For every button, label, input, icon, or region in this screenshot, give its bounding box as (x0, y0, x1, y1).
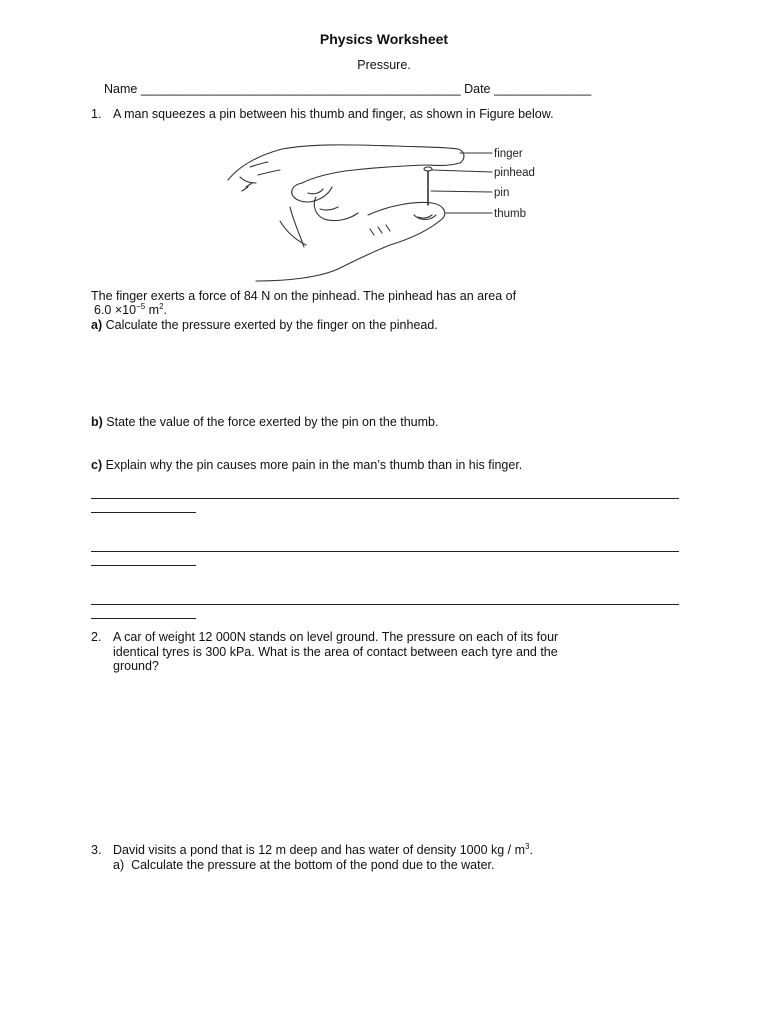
question-1b-label: b) (91, 415, 103, 429)
figure-label-pin: pin (494, 187, 510, 199)
answer-line[interactable] (91, 551, 679, 552)
answer-line[interactable] (91, 604, 679, 605)
answer-line[interactable] (91, 512, 196, 513)
question-2-line3: ground? (113, 659, 159, 673)
question-2-number: 2. (91, 630, 102, 644)
name-field[interactable]: ______________________________________________ (140, 82, 461, 96)
name-date-row (104, 82, 591, 96)
question-1b (91, 415, 438, 429)
question-1b-text: State the value of the force exerted by the pin on the thumb. (106, 415, 439, 429)
answer-line[interactable] (91, 498, 679, 499)
question-2-line1: A car of weight 12 000N stands on level ground. The pressure on each of its four (113, 630, 559, 644)
question-3-number: 3. (91, 843, 102, 857)
question-1-text: A man squeezes a pin between his thumb and finger, as shown in Figure below. (113, 107, 554, 121)
question-1c (91, 458, 522, 472)
thumb-outline (338, 203, 445, 270)
answer-line[interactable] (91, 618, 196, 619)
question-3a (113, 858, 495, 872)
page-title: Physics Worksheet (319, 31, 449, 47)
question-1c-text: Explain why the pin causes more pain in the man’s thumb than in his finger. (105, 458, 523, 472)
figure-label-thumb: thumb (494, 208, 526, 220)
question-3a-text: Calculate the pressure at the bottom of the pond due to the water. (131, 858, 495, 872)
question-1a (91, 318, 438, 332)
figure-label-pinhead: pinhead (494, 167, 535, 179)
date-field[interactable]: ______________ (494, 82, 592, 96)
question-1-number: 1. (91, 107, 102, 121)
question-1-info-area: $6.0 \times 10^{-5}$ $m^2$. (94, 301, 168, 317)
question-1-info-line1: The finger exerts a force of 84 N on the pinhead. The pinhead has an area of (91, 289, 517, 303)
question-2-line2: identical tyres is 300 kPa. What is the area of contact between each tyre and the (113, 645, 558, 659)
name-label: Name (104, 82, 138, 96)
question-1a-text: Calculate the pressure exerted by the finger on the pinhead. (105, 318, 438, 332)
question-1c-label: c) (91, 458, 103, 472)
date-label: Date (464, 82, 491, 96)
question-3a-label: a) (113, 858, 125, 872)
figure-label-finger: finger (494, 148, 523, 160)
answer-line[interactable] (91, 565, 196, 566)
question-3-text: David visits a pond that is 12 m deep and has water of density 1000 kg / $m^3$. (113, 841, 533, 857)
page-subtitle: Pressure. (357, 58, 411, 72)
hand-pin-figure (220, 135, 550, 290)
question-1a-label: a) (91, 318, 103, 332)
